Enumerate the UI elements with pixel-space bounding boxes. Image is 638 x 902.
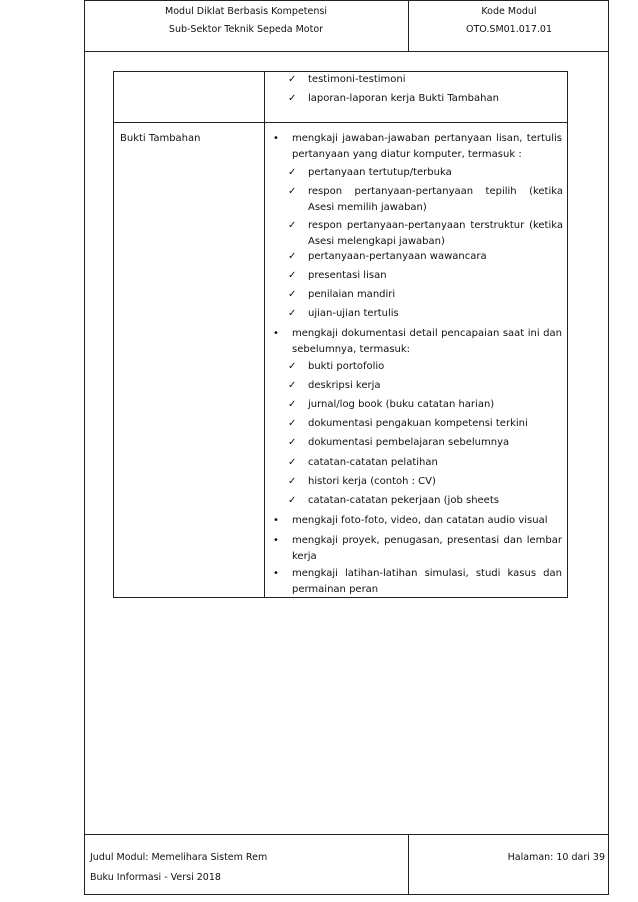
check-icon: ✓ xyxy=(288,220,297,231)
list-item: mengkaji latihan-latihan simulasi, studi kasus dan permainan peran xyxy=(292,568,562,595)
check-icon: ✓ xyxy=(288,308,297,319)
list-item: ujian-ujian tertulis xyxy=(308,308,399,319)
footer-divider xyxy=(408,835,409,895)
list-item: histori kerja (contoh : CV) xyxy=(308,476,436,487)
row-label-bukti-tambahan: Bukti Tambahan xyxy=(120,133,201,144)
check-icon: ✓ xyxy=(288,437,297,448)
check-icon: ✓ xyxy=(288,74,297,85)
list-item: mengkaji dokumentasi detail pencapaian saat ini dan sebelumnya, termasuk: xyxy=(292,328,562,355)
check-icon: ✓ xyxy=(288,495,297,506)
check-icon: ✓ xyxy=(288,399,297,410)
list-item: laporan-laporan kerja Bukti Tambahan xyxy=(308,93,499,104)
list-item: mengkaji foto-foto, video, dan catatan audio visual xyxy=(292,515,548,526)
list-item: penilaian mandiri xyxy=(308,289,396,300)
check-icon: ✓ xyxy=(288,457,297,468)
list-item: catatan-catatan pelatihan xyxy=(308,457,438,468)
page-footer xyxy=(84,834,609,895)
check-icon: ✓ xyxy=(288,251,297,262)
list-item: dokumentasi pengakuan kompetensi terkini xyxy=(308,418,528,429)
list-item: jurnal/log book (buku catatan harian) xyxy=(308,399,495,410)
bullet-icon: • xyxy=(273,515,279,526)
bullet-icon: • xyxy=(273,328,279,339)
bullet-icon: • xyxy=(273,535,279,546)
header-title-line1: Modul Diklat Berbasis Kompetensi xyxy=(165,6,327,17)
list-item: respon pertanyaan-pertanyaan terstruktur (ketika Asesi melengkapi jawaban) xyxy=(308,220,563,247)
header-code-label: Kode Modul xyxy=(481,6,537,17)
footer-book-info: Buku Informasi - Versi 2018 xyxy=(90,872,221,883)
list-item: dokumentasi pembelajaran sebelumnya xyxy=(308,437,510,448)
list-item: mengkaji jawaban-jawaban pertanyaan lisan, tertulis pertanyaan yang diatur komputer, termasuk : xyxy=(292,133,562,160)
list-item: pertanyaan-pertanyaan wawancara xyxy=(308,251,487,262)
list-item: respon pertanyaan-pertanyaan tepilih (ketika Asesi memilih jawaban) xyxy=(308,186,563,213)
list-item: presentasi lisan xyxy=(308,270,387,281)
check-icon: ✓ xyxy=(288,418,297,429)
list-item: mengkaji proyek, penugasan, presentasi dan lembar kerja xyxy=(292,535,562,562)
check-icon: ✓ xyxy=(288,289,297,300)
list-item: testimoni-testimoni xyxy=(308,74,406,85)
bullet-icon: • xyxy=(273,568,279,579)
check-icon: ✓ xyxy=(288,270,297,281)
page-header xyxy=(84,0,609,52)
check-icon: ✓ xyxy=(288,167,297,178)
footer-page-number: Halaman: 10 dari 39 xyxy=(507,852,605,863)
header-code-value: OTO.SM01.017.01 xyxy=(466,24,552,35)
bullet-icon: • xyxy=(273,133,279,144)
list-item: pertanyaan tertutup/terbuka xyxy=(308,167,452,178)
header-title-line2: Sub-Sektor Teknik Sepeda Motor xyxy=(168,24,324,35)
check-icon: ✓ xyxy=(288,361,297,372)
list-item: catatan-catatan pekerjaan (job sheets xyxy=(308,495,499,506)
check-icon: ✓ xyxy=(288,380,297,391)
check-icon: ✓ xyxy=(288,476,297,487)
table-column-divider xyxy=(264,72,265,597)
footer-module-title: Judul Modul: Memelihara Sistem Rem xyxy=(90,852,268,863)
check-icon: ✓ xyxy=(288,186,297,197)
check-icon: ✓ xyxy=(288,93,297,104)
table-row-divider xyxy=(114,122,567,123)
list-item: deskripsi kerja xyxy=(308,380,381,391)
list-item: bukti portofolio xyxy=(308,361,385,372)
